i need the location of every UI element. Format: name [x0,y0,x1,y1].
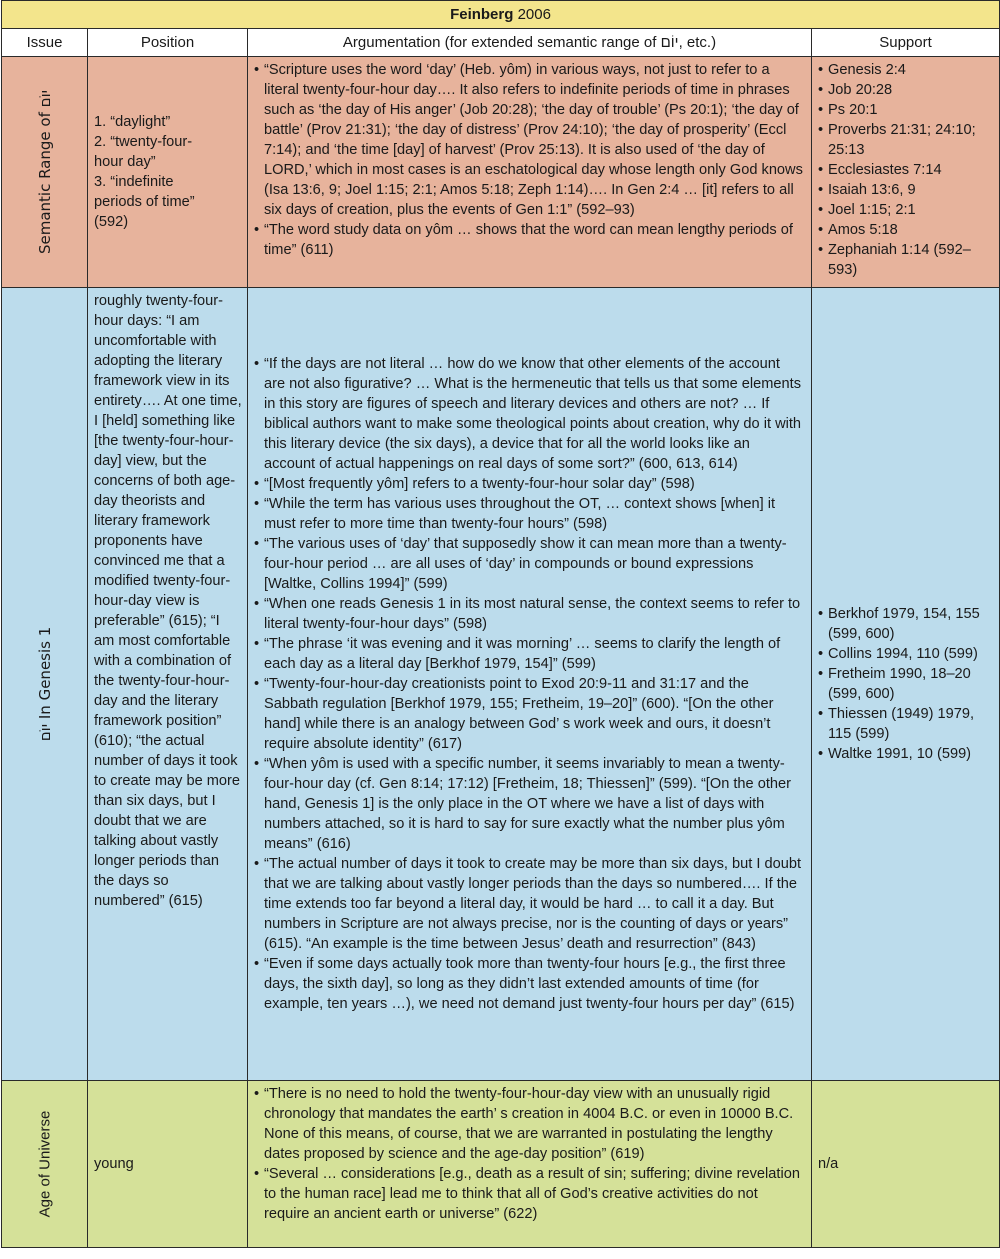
argument-item: • “Several … considerations [e.g., death as a result of sin; suffering; divine revelation to the human race] lead me to think that all of God’s creative activities do not require an ancient earth or universe” (622) [254,1164,803,1224]
issue-label: יוֹם In Genesis 1 [35,626,54,742]
support-item: • Genesis 2:4 [818,60,993,80]
support-item: • Isaiah 13:6, 9 [818,180,993,200]
table-row [2,1081,1000,1248]
argument-item: • “Even if some days actually took more than twenty-four hours [e.g., the first three days, the sixth day], so long as they didn’t last extended amounts of time (for example, ten years …), we need not demand just twenty-four hours per day” (615) [254,954,803,1014]
argument-item: • “The phrase ‘it was evening and it was morning’ … seems to clarify the length of each day as a literal day [Berkhof 1979, 154]” (599) [254,634,803,674]
support-cell [812,57,1000,288]
support-cell [812,288,1000,1081]
position-text: 1. “daylight” 2. “twenty-four- hour day” 3. “indefinite periods of time” (592) [94,114,195,230]
header-support: Support [812,29,1000,57]
argument-item: • “When yôm is used with a specific number, it seems invariably to mean a twenty-four-hour day (cf. Gen 8:14; 17:12) [Fretheim, 18; Thiessen]” (599). “[On the other hand, Genesis 1] is the only place in the OT where we have a list of days with numbers attached, so it is hard to say for sure exactly what the number plus yôm means” (616) [254,754,803,854]
support-item: • Berkhof 1979, 154, 155 (599, 600) [818,604,993,644]
argumentation-cell [248,288,812,1081]
argument-item: • “The various uses of ‘day’ that supposedly show it can mean more than a twenty-four-hour period … are all uses of ‘day’ in compounds or bound expressions [Waltke, Collins 1994]” (599) [254,534,803,594]
position-cell [88,1081,248,1248]
header-issue: Issue [2,29,88,57]
position-cell [88,57,248,288]
support-item: • Collins 1994, 110 (599) [818,644,993,664]
argument-item: • “While the term has various uses throughout the OT, … context shows [when] it must refer to more time than twenty-four hours” (598) [254,494,803,534]
support-item: • Zephaniah 1:14 (592–593) [818,240,993,280]
argument-item: • “The word study data on yôm … shows that the word can mean lengthy periods of time” (611) [254,220,803,260]
support-cell [812,1081,1000,1248]
issue-label: Semantic Range of יוֹם [35,89,54,255]
issue-cell [2,57,88,288]
title-year: 2006 [517,6,551,23]
table-row [2,57,1000,288]
argument-item: • “Twenty-four-hour-day creationists point to Exod 20:9-11 and 31:17 and the Sabbath regulation [Berkhof 1979, 155; Fretheim, 19–20]” (600). “[On the other hand] while there is an analogy between God’ s work week and ours, it doesn’t require absolute identity” (617) [254,674,803,754]
support-item: • Job 20:28 [818,80,993,100]
argument-item: • “When one reads Genesis 1 in its most natural sense, the context seems to refer to literal twenty-four-hour days” (598) [254,594,803,634]
support-item: • Ps 20:1 [818,100,993,120]
issue-cell [2,288,88,1081]
position-text: young [94,1156,134,1172]
support-item: n/a [818,1156,839,1172]
header-argumentation: Argumentation (for extended semantic range of יוֹם, etc.) [248,29,812,57]
support-item: • Fretheim 1990, 18–20 (599, 600) [818,664,993,704]
argumentation-cell [248,57,812,288]
table-row [2,288,1000,1081]
issue-cell [2,1081,88,1248]
position-text: roughly twenty-four-hour days: “I am uncomfortable with adopting the literary framework view in its entirety…. At one time, I [held] something like [the twenty-four-hour-day] view, but the concerns of both age-day theorists and literary framework proponents have convinced me that a modified twenty-four-hour-day view is preferable” (615); “I am most comfortable with a combination of the twenty-four-hour-day and the literary framework position” (610); “the actual number of days it took to create may be more than six days, but I doubt that we are talking about vastly longer periods than the days so numbered” (615) [94,293,242,909]
header-position: Position [88,29,248,57]
argument-item: • “If the days are not literal … how do we know that other elements of the account are not also figurative? … What is the hermeneutic that tells us that some elements in this story are figures of speech and literary devices and others are not? … If biblical authors want to make some theological points about creation, why do it with this literary device (the six days), a device that for all the world looks like an account of actual happenings on real days of some sort?” (600, 613, 614) [254,354,803,474]
argumentation-cell [248,1081,812,1248]
support-item: • Waltke 1991, 10 (599) [818,744,993,764]
argument-item: • “There is no need to hold the twenty-four-hour-day view with an unusually rigid chronology that mandates the earth’ s creation in 4004 B.C. or even in 10000 B.C. None of this means, of course, that we are warranted in postulating the lengthy dates proposed by science and the age-day position” (619) [254,1084,803,1164]
feinberg-table [1,0,1000,1248]
issue-label: Age of Universe [36,1110,53,1218]
argument-item: • “[Most frequently yôm] refers to a twenty-four-hour solar day” (598) [254,474,803,494]
argument-item: • “The actual number of days it took to create may be more than six days, but I doubt that we are talking about vastly longer periods than the days so numbered…. If the time extends too far beyond a literal day, it would be hard … to call it a day. But numbers in Scripture are not always precise, nor is the counting of days or years” (615). “An example is the time between Jesus’ death and resurrection” (843) [254,854,803,954]
support-item: • Amos 5:18 [818,220,993,240]
support-item: • Proverbs 21:31; 24:10; 25:13 [818,120,993,160]
support-item: • Thiessen (1949) 1979, 115 (599) [818,704,993,744]
table-title [2,1,1000,29]
support-item: • Joel 1:15; 2:1 [818,200,993,220]
argument-item: • “Scripture uses the word ‘day’ (Heb. yôm) in various ways, not just to refer to a literal twenty-four-hour day…. It also refers to indefinite periods of time in phrases such as ‘the day of His anger’ (Job 20:28); ‘the day of trouble’ (Ps 20:1); ‘the day of battle’ (Prov 21:31); ‘the day of distress’ (Prov 24:10); ‘the day of prosperity’ (Eccl 7:14); and ‘the time [day] of harvest’ (Prov 25:13). It is also used of ‘the day of LORD,’ which in most cases is an eschatological day whose length only God knows (Isa 13:6, 9; Joel 1:15; 2:1; Amos 5:18; Zeph 1:14)…. In Gen 2:4 … [it] refers to all six days of creation, plus the events of Gen 1:1” (592–93) [254,60,803,220]
position-cell [88,288,248,1081]
support-item: • Ecclesiastes 7:14 [818,160,993,180]
title-author: Feinberg [450,6,514,23]
